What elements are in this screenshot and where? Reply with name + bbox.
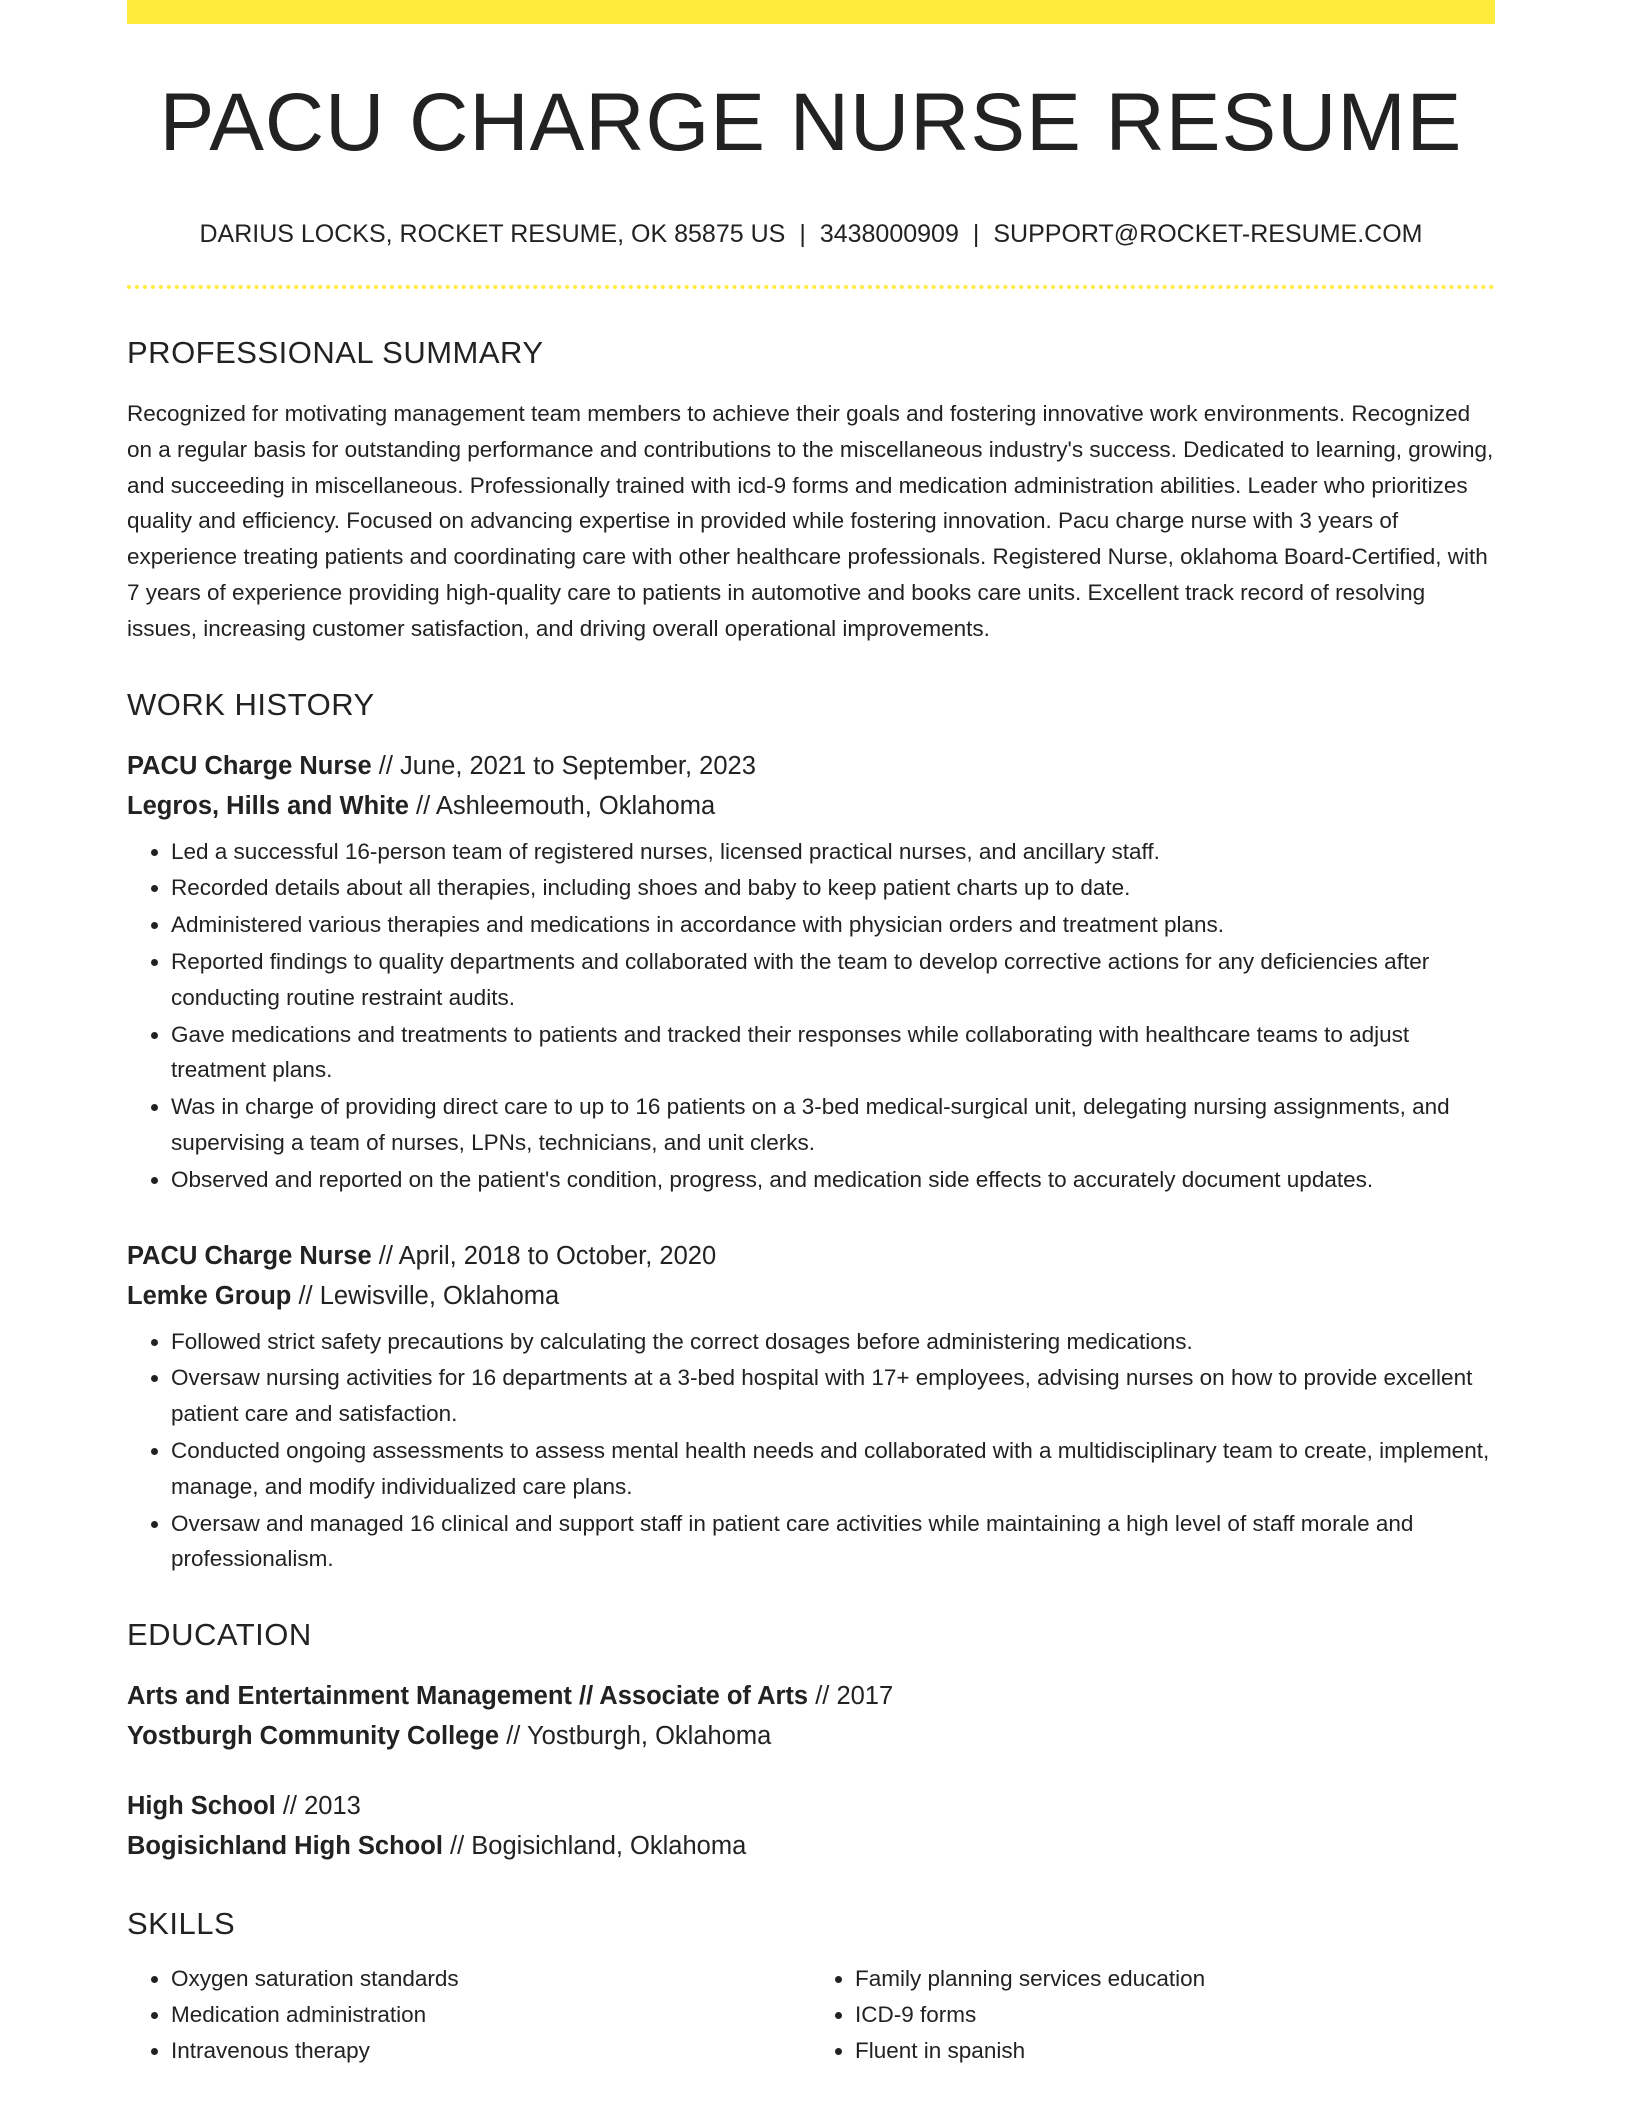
job-employer-line bbox=[127, 1276, 1495, 1316]
job-bullet: • Reported findings to quality departments and collaborated with the team to develop corrective actions for any deficiencies after conducting routine restraint audits. bbox=[171, 944, 1495, 1016]
job-title: PACU Charge Nurse bbox=[127, 751, 372, 780]
accent-top-bar bbox=[127, 0, 1495, 24]
skill-item: • Family planning services education bbox=[855, 1961, 1495, 1997]
resume-page bbox=[127, 0, 1495, 2069]
work-history-heading: WORK HISTORY bbox=[127, 686, 375, 722]
job-bullets bbox=[127, 1324, 1495, 1578]
job-bullet: • Led a successful 16-person team of registered nurses, licensed practical nurses, and ancillary staff. bbox=[171, 834, 1495, 870]
skill-item: • Intravenous therapy bbox=[171, 2033, 811, 2069]
contact-address: DARIUS LOCKS, ROCKET RESUME, OK 85875 US bbox=[199, 220, 786, 248]
job-title: PACU Charge Nurse bbox=[127, 1241, 372, 1270]
contact-separator: | bbox=[972, 220, 980, 248]
job-bullet: • Followed strict safety precautions by calculating the correct dosages before administering medications. bbox=[171, 1324, 1495, 1360]
contact-email: SUPPORT@ROCKET-RESUME.COM bbox=[993, 220, 1423, 248]
job-title-line bbox=[127, 746, 1495, 786]
job-bullet: • Gave medications and treatments to patients and tracked their responses while collaborating with healthcare teams to adjust treatment plans. bbox=[171, 1017, 1495, 1089]
job-employer: Lemke Group bbox=[127, 1281, 292, 1310]
skill-item: • Medication administration bbox=[171, 1997, 811, 2033]
skills-heading: SKILLS bbox=[127, 1906, 236, 1942]
job-bullet: • Oversaw nursing activities for 16 departments at a 3-bed hospital with 17+ employees, advising nurses on how to provide excellent patient care and satisfaction. bbox=[171, 1360, 1495, 1432]
summary-heading: PROFESSIONAL SUMMARY bbox=[127, 335, 544, 370]
job-title-line bbox=[127, 1236, 1495, 1276]
dotted-divider bbox=[127, 285, 1495, 289]
contact-phone: 3438000909 bbox=[819, 220, 959, 248]
summary-text: Recognized for motivating management team members to achieve their goals and fostering innovative work environments. Recognized on a regular basis for outstanding performance and contributions to the miscellaneous industry's success. Dedicated to learning, growing, and succeeding in miscellaneous. Professionally trained with icd-9 forms and medication administration abilities. Leader who prioritizes quality and efficiency. Focused on advancing expertise in provided while fostering innovation. Pacu charge nurse with 3 years of experience treating patients and coordinating care with other healthcare professionals. Registered Nurse, oklahoma Board-Certified, with 7 years of experience providing high-quality care to patients in automotive and books care units. Excellent track record of resolving issues, increasing customer satisfaction, and driving overall operational improvements. bbox=[127, 401, 1494, 641]
education-degree-line bbox=[127, 1786, 1495, 1826]
job-location: // Lewisville, Oklahoma bbox=[298, 1281, 560, 1310]
skills-column-right bbox=[811, 1961, 1495, 2068]
skill-item: • Fluent in spanish bbox=[855, 2033, 1495, 2069]
contact-line bbox=[127, 222, 1495, 247]
job-employer-line bbox=[127, 786, 1495, 826]
job-bullet: • Observed and reported on the patient's condition, progress, and medication side effects to accurately document updates. bbox=[171, 1162, 1495, 1198]
job-bullet: • Was in charge of providing direct care to up to 16 patients on a 3-bed medical-surgical unit, delegating nursing assignments, and supervising a team of nurses, LPNs, technicians, and unit clerks. bbox=[171, 1089, 1495, 1161]
skill-item: • Oxygen saturation standards bbox=[171, 1961, 811, 1997]
education-degree-line bbox=[127, 1676, 1495, 1716]
contact-separator: | bbox=[799, 220, 806, 248]
education-location: // Yostburgh, Oklahoma bbox=[506, 1722, 772, 1751]
education-school-line bbox=[127, 1716, 1495, 1756]
job-dates: // June, 2021 to September, 2023 bbox=[378, 751, 756, 780]
job-bullet: • Recorded details about all therapies, including shoes and baby to keep patient charts up to date. bbox=[171, 870, 1495, 906]
education-school-line bbox=[127, 1826, 1495, 1866]
education-year: // 2017 bbox=[815, 1682, 894, 1711]
education-school: Yostburgh Community College bbox=[127, 1722, 500, 1751]
education-degree: Arts and Entertainment Management // Associate of Arts bbox=[127, 1682, 809, 1711]
skill-item: • ICD-9 forms bbox=[855, 1997, 1495, 2033]
job-bullets bbox=[127, 834, 1495, 1198]
job-employer: Legros, Hills and White bbox=[127, 791, 409, 820]
skills-list bbox=[127, 1961, 1495, 2068]
education-year: // 2013 bbox=[282, 1792, 361, 1821]
job-location: // Ashleemouth, Oklahoma bbox=[416, 791, 716, 820]
job-bullet: • Conducted ongoing assessments to assess mental health needs and collaborated with a multidisciplinary team to create, implement, manage, and modify individualized care plans. bbox=[171, 1433, 1495, 1505]
education-location: // Bogisichland, Oklahoma bbox=[450, 1832, 747, 1861]
job-bullet: • Oversaw and managed 16 clinical and support staff in patient care activities while maintaining a high level of staff morale and professionalism. bbox=[171, 1506, 1495, 1578]
education-heading: EDUCATION bbox=[127, 1617, 312, 1653]
resume-title: PACU CHARGE NURSE RESUME bbox=[159, 77, 1463, 168]
education-degree: High School bbox=[127, 1792, 276, 1821]
education-school: Bogisichland High School bbox=[127, 1832, 443, 1861]
skills-column-left bbox=[127, 1961, 811, 2068]
job-dates: // April, 2018 to October, 2020 bbox=[378, 1241, 717, 1270]
job-bullet: • Administered various therapies and medications in accordance with physician orders and treatment plans. bbox=[171, 907, 1495, 943]
